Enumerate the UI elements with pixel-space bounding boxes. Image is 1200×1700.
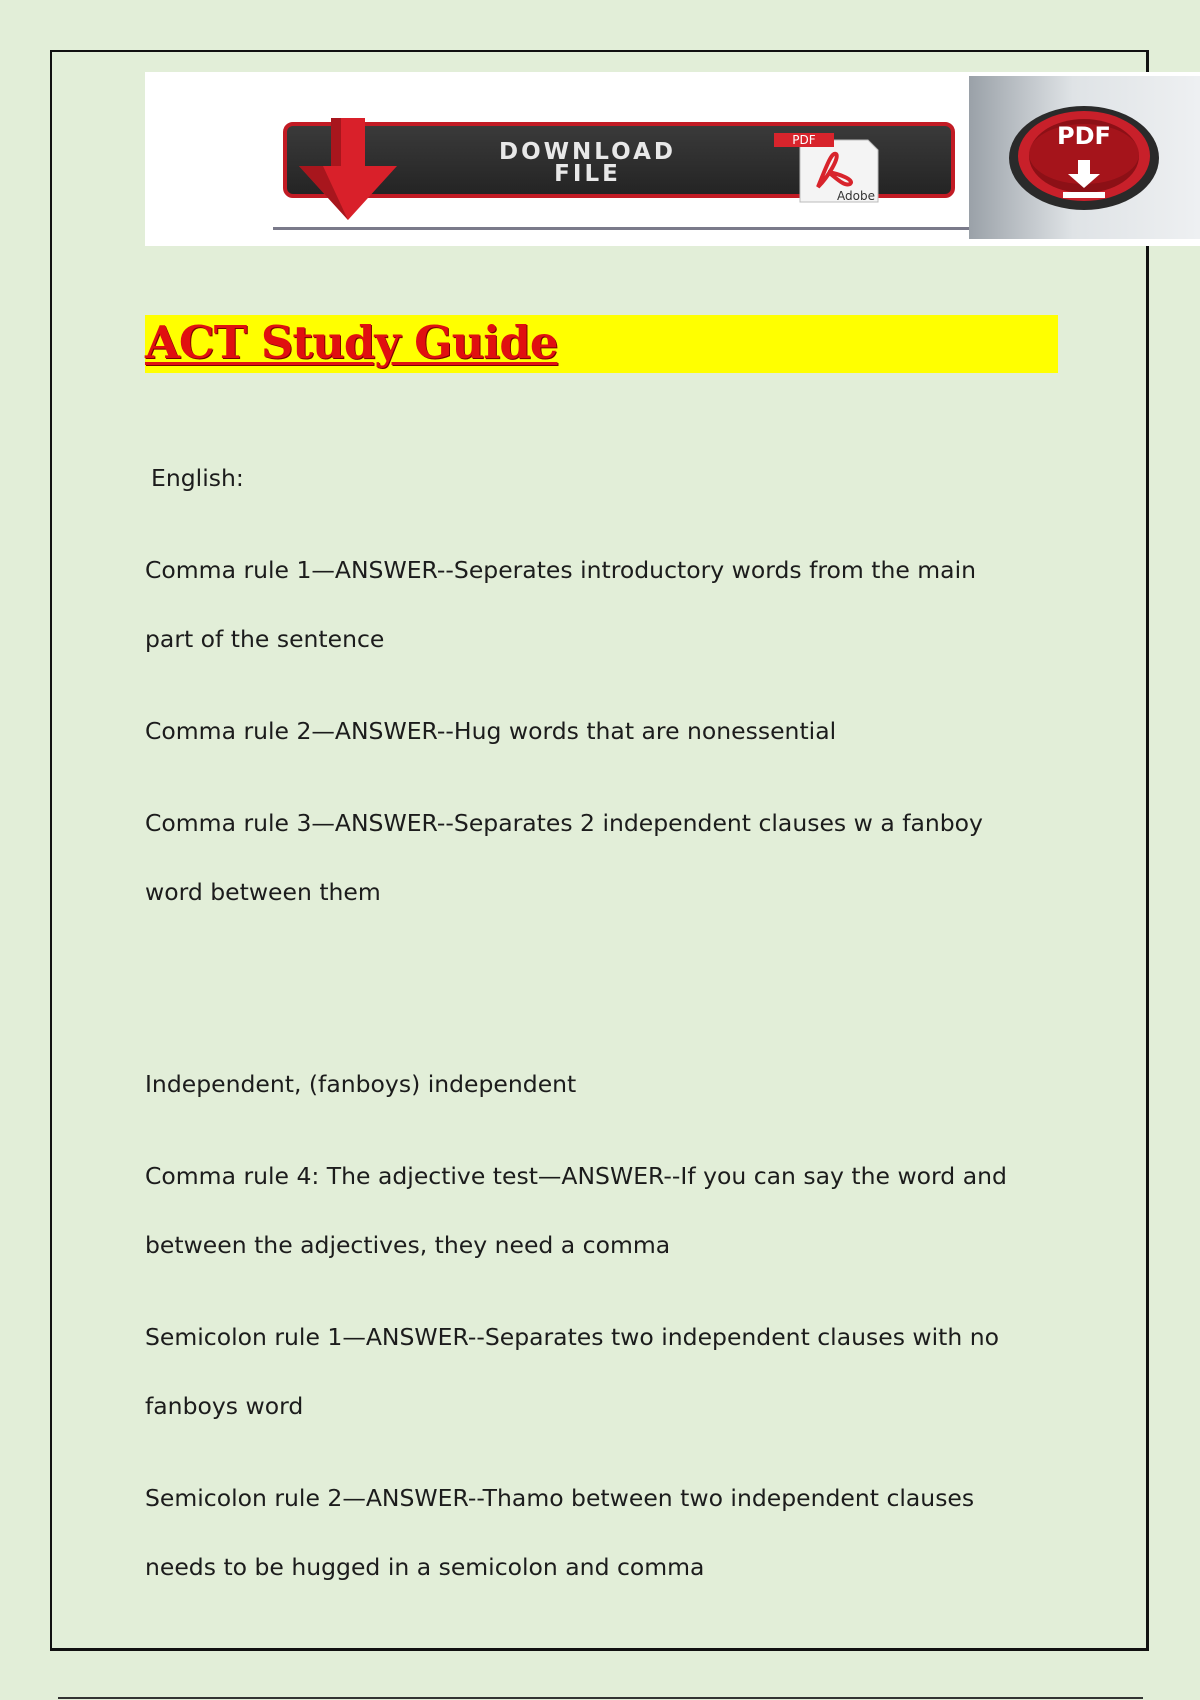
entry-line: Semicolon rule 2—ANSWER--Thamo between two independent clauses	[145, 1484, 975, 1512]
download-arrow-icon	[293, 116, 403, 226]
document-body	[145, 462, 1065, 1637]
adobe-label: Adobe	[837, 189, 875, 203]
download-label-line2: FILE	[554, 161, 621, 187]
entry-line: word between them	[145, 878, 381, 906]
entry-line: Semicolon rule 1—ANSWER--Separates two independent clauses with no	[145, 1323, 1000, 1351]
entry-line: needs to be hugged in a semicolon and comma	[145, 1553, 705, 1581]
entry-comma-rule-3	[145, 801, 1065, 939]
entry-line: part of the sentence	[145, 625, 385, 653]
badge-text: PDF	[1057, 122, 1111, 150]
pdf-tag: PDF	[774, 133, 834, 147]
entry-line: Comma rule 1—ANSWER--Seperates introductory words from the main	[145, 556, 977, 584]
entry-comma-rule-1	[145, 548, 1065, 686]
pdf-download-badge-icon[interactable]	[1005, 104, 1163, 212]
download-label	[445, 141, 730, 185]
download-label-line1: DOWNLOAD	[499, 139, 676, 165]
entry-line: between the adjectives, they need a comma	[145, 1231, 671, 1259]
entry-comma-rule-4	[145, 1154, 1065, 1292]
entry-line: Comma rule 2—ANSWER--Hug words that are nonessential	[145, 717, 837, 745]
spacer	[145, 962, 1065, 1062]
entry-line: Comma rule 3—ANSWER--Separates 2 independent clauses w a fanboy	[145, 809, 983, 837]
entry-line: fanboys word	[145, 1392, 304, 1420]
entry-comma-rule-2	[145, 709, 1065, 778]
entry-fanboys-pattern	[145, 1062, 1065, 1131]
entry-line: Comma rule 4: The adjective test—ANSWER--If you can say the word and	[145, 1162, 1007, 1190]
entry-semicolon-rule-2	[145, 1476, 1065, 1614]
download-banner[interactable]	[145, 72, 1200, 246]
entry-semicolon-rule-1	[145, 1315, 1065, 1453]
section-label: English:	[151, 464, 244, 492]
entry-line: Independent, (fanboys) independent	[145, 1070, 577, 1098]
document-title: ACT Study Guide	[145, 316, 558, 369]
bottom-rule	[58, 1697, 1143, 1699]
